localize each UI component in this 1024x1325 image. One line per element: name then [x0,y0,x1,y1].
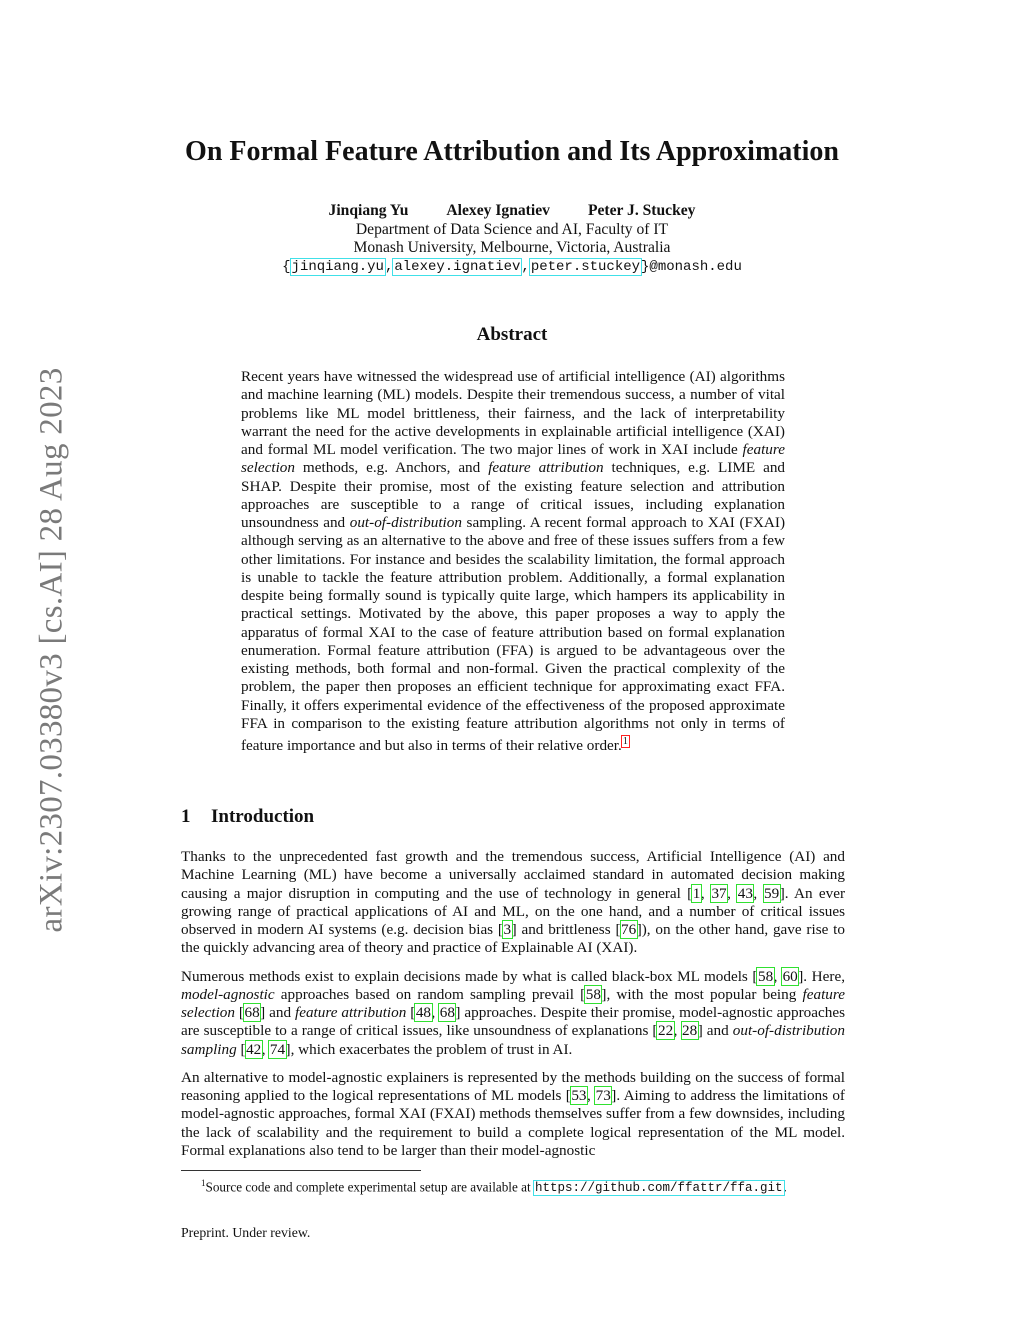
citation-link[interactable]: 37 [711,884,727,902]
citation-separator: , [673,1022,682,1040]
citation-separator: , [700,884,711,902]
affiliation-department: Department of Data Science and AI, Faculty of IT [355,220,669,238]
citation-link[interactable]: 28 [682,1022,698,1040]
email-line [160,258,864,277]
citation-link[interactable]: 43 [737,884,753,902]
author-names [160,202,864,221]
author-name: Alexey Ignatiev [446,202,550,219]
paragraph-text: ], which exacerbates the problem of trust in AI. [285,1040,573,1058]
citation-link[interactable]: 59 [764,884,780,902]
paragraph [181,1069,845,1160]
footnote-reference-link[interactable]: 1 [622,736,628,747]
paragraph [181,848,845,958]
paragraph-text: [ [234,1004,244,1021]
section-title: Introduction [211,806,315,827]
footnote-period: . [783,1179,787,1195]
citation-separator: , [261,1040,270,1058]
abstract-text: Recent years have witnessed the widespread use of artificial intelligence (AI) algorithms and machine learning (ML) models. Despite their tremendous success, a number of vital problems like ML model brittleness, their fairness, and the lack of interpretability warrant the need for the active developments in explainable artificial intelligence (XAI) and formal ML model verification. The two major lines of work in XAI include [241,368,785,458]
email-brace-open: { [282,258,291,275]
email-link-ignatiev[interactable]: alexey.ignatiev [394,258,521,275]
citation-link[interactable]: 60 [782,967,798,985]
footnote-text: Source code and complete experimental setup are available at [205,1179,534,1195]
citation-separator: , [753,884,764,902]
citation-link[interactable]: 58 [757,967,774,985]
citation-separator: , [587,1087,596,1104]
abstract-text: techniques, e.g. LIME and SHAP. Despite their promise, most of the existing feature selection and attribution approaches are susceptible to a range of critical issues, including explanation unsoundness and [241,459,786,531]
abstract-emphasis: feature selection [241,441,785,477]
emphasis: model-agnostic [181,985,275,1003]
section-heading-introduction [181,806,314,828]
abstract-emphasis: feature attribution [488,459,604,477]
section-number: 1 [181,806,191,827]
paragraph-text: ] and [260,1004,295,1021]
author-name: Peter J. Stuckey [587,202,696,219]
citation-link[interactable]: 68 [439,1004,455,1021]
citation-link[interactable]: 58 [585,985,601,1003]
paragraph-text: Numerous methods exist to explain decisions made by what is called black-box ML models [ [181,967,758,985]
citation-link[interactable]: 1 [692,884,701,902]
paragraph-text: An alternative to model-agnostic explainers is represented by the methods building on the success of formal reasoning applied to the logical representations of ML models [ [181,1068,845,1104]
citation-link[interactable]: 53 [571,1087,587,1104]
citation-separator: , [727,884,738,902]
emphasis: feature attribution [294,1004,407,1021]
citation-link[interactable]: 73 [595,1087,611,1104]
paragraph-text: ] and [697,1022,733,1040]
paragraph-text: Thanks to the unprecedented fast growth and the tremendous success, Artificial Intelligence (AI) and Machine Learning (ML) have become a universally acclaimed standard in automated decision making causing a major disruption in computing and the use of technology in general [ [181,848,845,902]
footnote-rule [181,1170,421,1171]
abstract-body [241,368,785,755]
paragraph [181,968,845,1059]
paragraph-text: [ [236,1040,246,1058]
citation-separator: , [431,1004,440,1021]
email-link-yu[interactable]: jinqiang.yu [291,258,384,275]
abstract-emphasis: out-of-distribution [349,514,462,531]
footnote-mark: 1 [201,1178,206,1188]
paragraph-text: ]), on the other hand, gave rise to the quickly advancing area of theory and practice of Explainable AI (XAI). [181,921,845,957]
introduction-body [181,848,845,1170]
citation-link[interactable]: 22 [657,1022,674,1040]
paragraph-text: approaches based on random sampling prevail [ [274,985,586,1003]
email-separator: , [384,258,394,275]
email-domain: }@monash.edu [641,258,742,275]
emphasis: feature selection [181,985,845,1021]
email-link-stuckey[interactable]: peter.stuckey [530,258,641,275]
citation-link[interactable]: 68 [244,1004,260,1021]
affiliation-university: Monash University, Melbourne, Victoria, Australia [353,239,671,256]
abstract-text: methods, e.g. Anchors, and [294,459,489,477]
preprint-note: Preprint. Under review. [181,1225,311,1240]
arxiv-sidebar-stamp [28,360,76,940]
paragraph-text: ], with the most popular being [601,985,803,1003]
arxiv-identifier: arXiv:2307.03380v3 [cs.AI] 28 Aug 2023 [33,367,70,933]
paragraph-text: ] approaches. Despite their promise, model-agnostic approaches are susceptible to a range of critical issues, like unsoundness of explanations [ [181,1004,845,1040]
citation-link[interactable]: 76 [621,921,637,938]
citation-link[interactable]: 48 [415,1004,432,1021]
paragraph-text: [ [406,1004,416,1021]
emphasis: out-of-distribution sampling [181,1022,845,1058]
footnote [181,1175,845,1197]
repository-url-link[interactable]: https://github.com/ffattr/ffa.git [534,1181,783,1196]
citation-link[interactable]: 3 [503,921,512,938]
paragraph-text: ]. Here, [798,967,845,985]
citation-link[interactable]: 74 [269,1040,286,1058]
paragraph-text: ]. Aiming to address the limitations of model-agnostic approaches, formal XAI (FXAI) methods themselves suffer from a few downsides, including the lack of scalability and the requirement to build a complete logical representation of the ML model. Formal explanations also tend to be larger than their model-agnostic [181,1087,845,1159]
abstract-heading: Abstract [476,324,548,345]
email-separator: , [521,258,530,275]
paragraph-text: ]. An ever growing range of practical applications of AI and ML, on the one hand, and a number of critical issues observed in modern AI systems (e.g. decision bias [ [181,884,846,938]
abstract-text: sampling. A recent formal approach to XAI (FXAI) although serving as an alternative to the above and free of these issues suffers from a few other limitations. For instance and besides the scalability limitation, the formal approach is unable to tackle the feature attribution problem. Additionally, a formal explanation despite being formally sound is typically quite large, which hampers its applicability in practical settings. Motivated by the above, this paper proposes a way to apply the apparatus of formal XAI to the case of feature attribution based on formal explanation enumeration. Formal feature attribution (FFA) is argued to be advantageous over the existing methods, both formal and non-formal. Given the practical complexity of the problem, the paper then proposes an efficient technique for approximating exact FFA. Finally, it offers experimental evidence of the effectiveness of the proposed approximate FFA in comparison to the existing feature attribution algorithms not only in terms of feature importance and but also in terms of their relative order. [241,514,785,755]
author-block [160,202,864,276]
citation-separator: , [773,967,783,985]
paper-title: On Formal Feature Attribution and Its Approximation [185,136,839,167]
citation-link[interactable]: 42 [246,1040,262,1058]
author-name: Jinqiang Yu [328,202,409,219]
paragraph-text: ] and brittleness [ [511,921,621,938]
